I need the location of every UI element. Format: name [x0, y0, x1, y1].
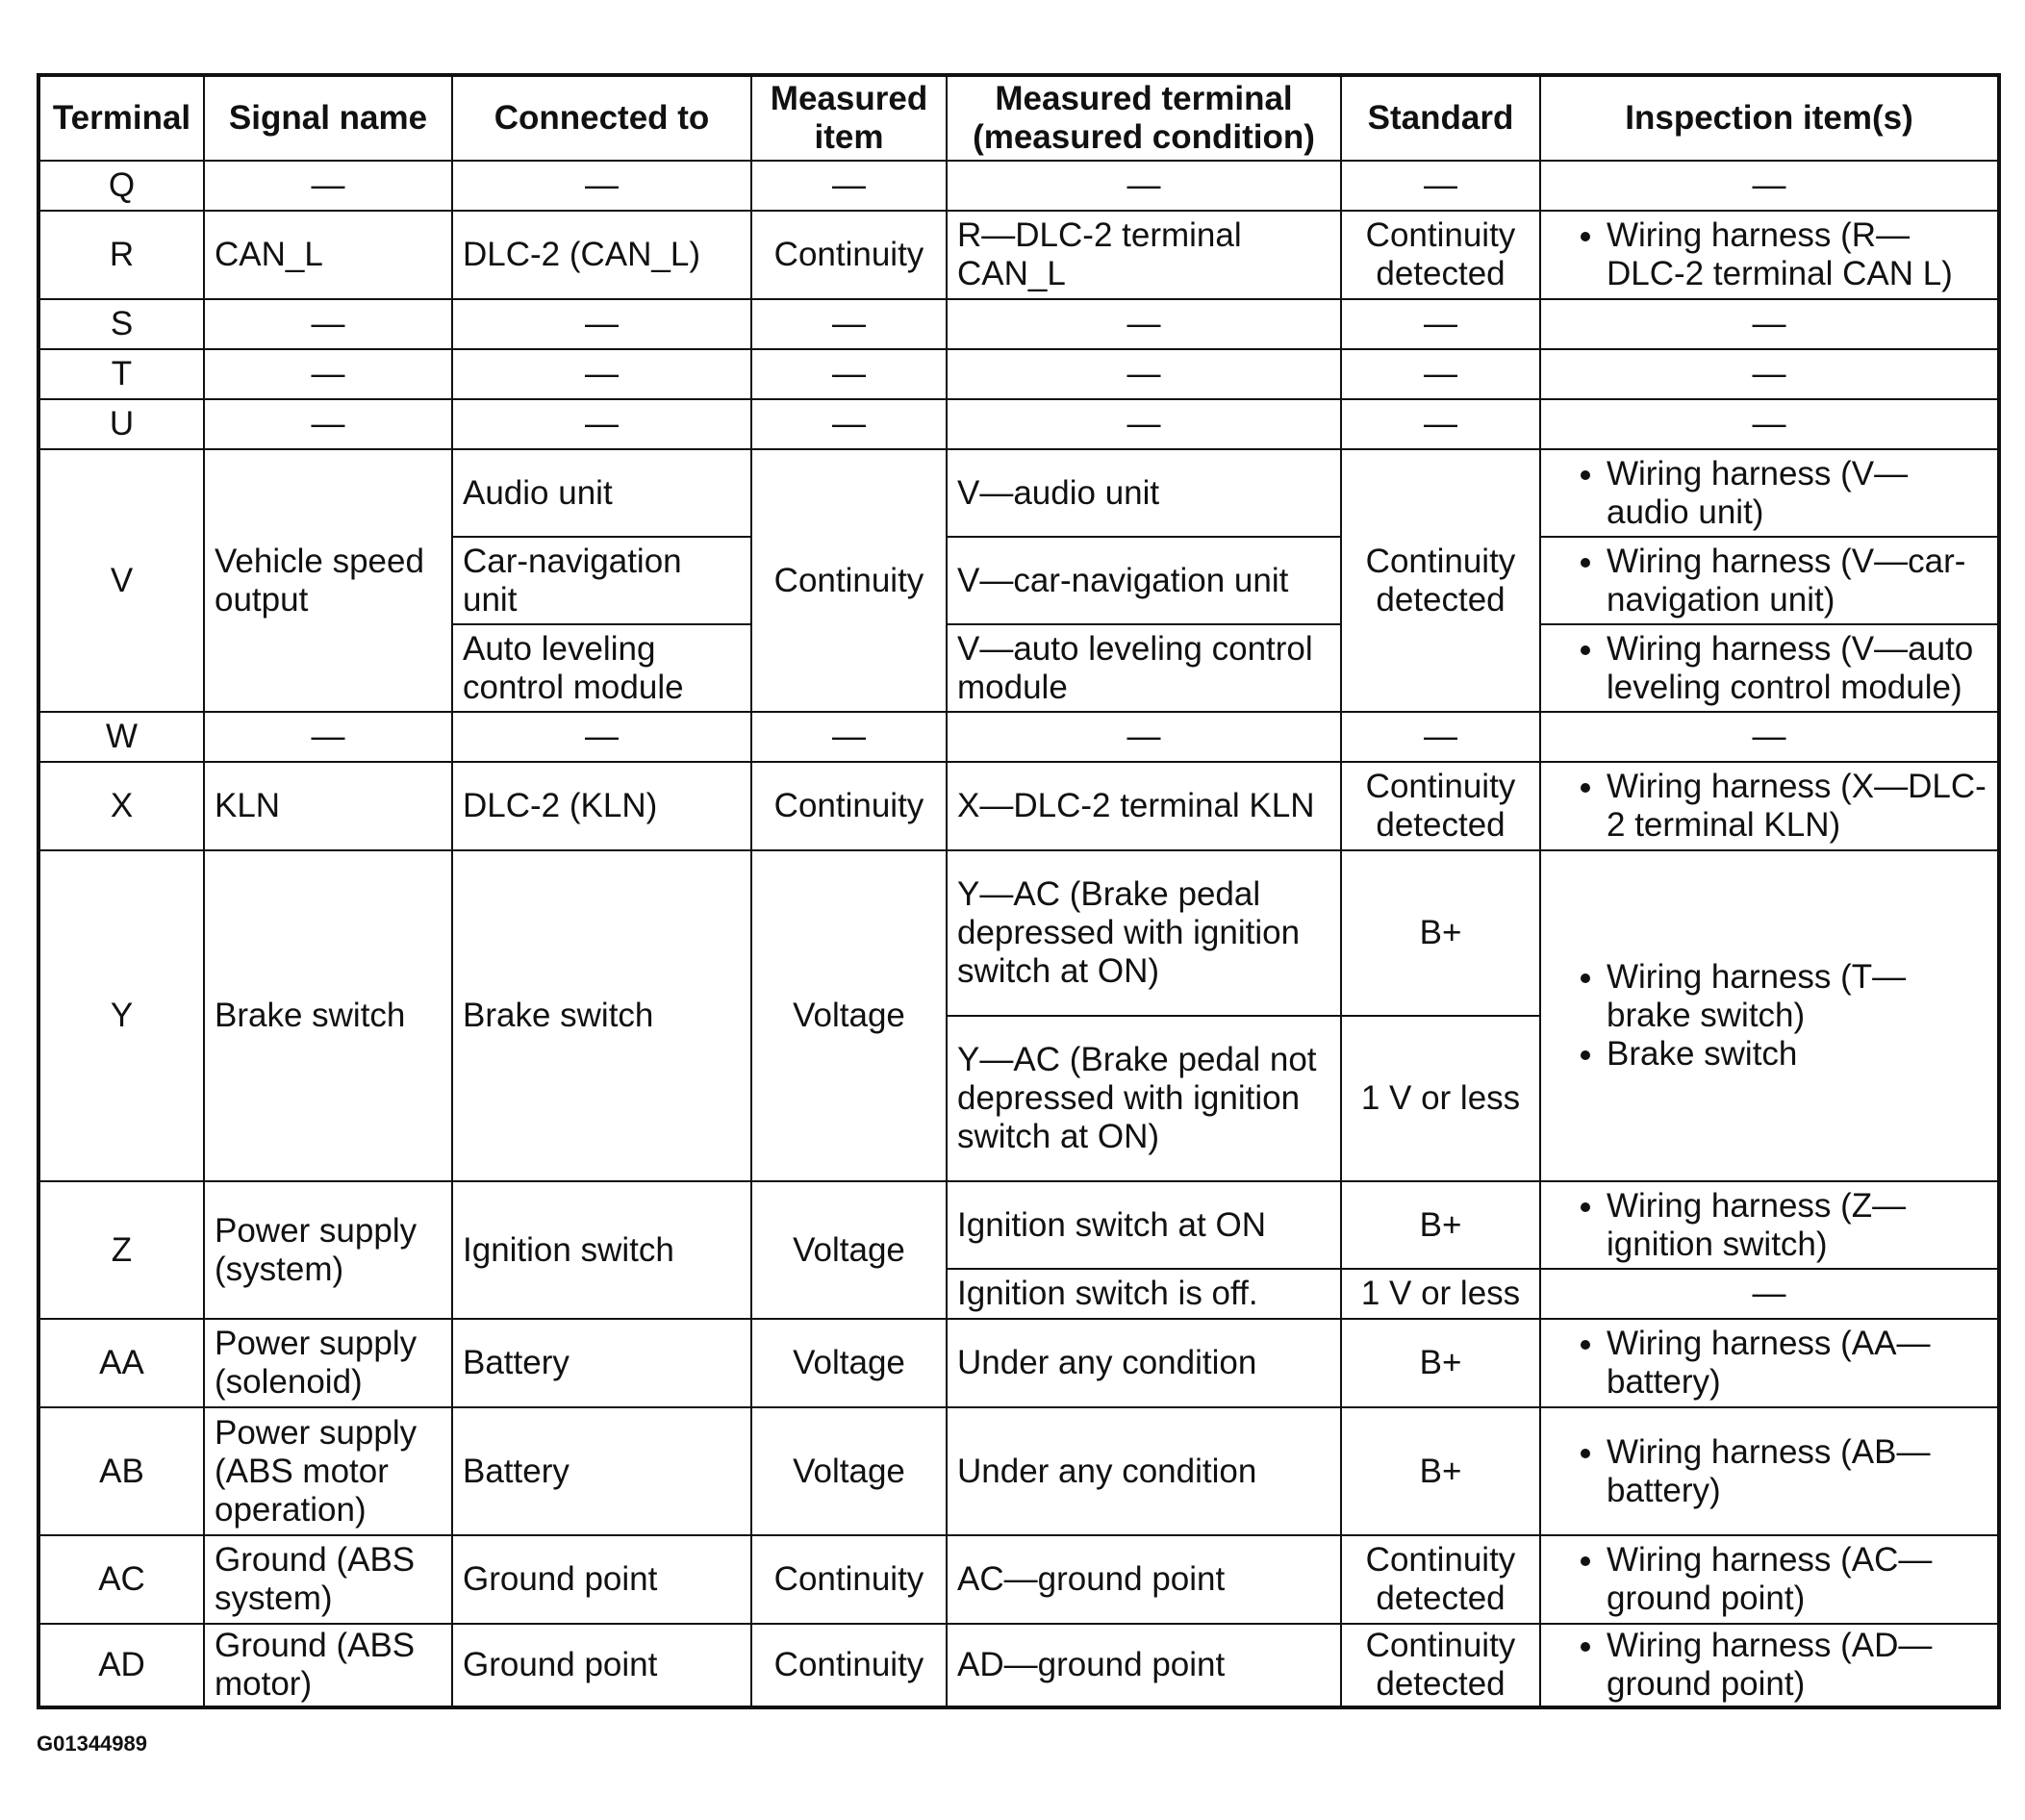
inspection-item: • Brake switch	[1607, 1035, 1987, 1074]
dash-cell: —	[452, 399, 751, 449]
table-row	[38, 399, 1999, 449]
measured-item-cell: Voltage	[751, 1407, 947, 1535]
terminal-inspection-table-container	[37, 73, 1997, 1709]
measured-item-cell: Continuity	[751, 449, 947, 712]
terminal-cell: Y	[38, 850, 204, 1181]
inspection-cell	[1540, 1535, 1999, 1624]
standard-cell: Continuity detected	[1341, 762, 1540, 850]
inspection-item: • Wiring harness (AC—ground point)	[1607, 1541, 1987, 1618]
dash-cell: —	[947, 299, 1341, 349]
table-row	[38, 850, 1999, 1016]
measured-item-cell: Continuity	[751, 762, 947, 850]
header-measured-terminal: Measured terminal (measured condition)	[947, 75, 1341, 161]
dash-cell: —	[452, 712, 751, 762]
standard-cell: B+	[1341, 1319, 1540, 1407]
dash-cell: —	[1341, 712, 1540, 762]
measured-terminal-cell: V—audio unit	[947, 449, 1341, 537]
inspection-cell	[1540, 1181, 1999, 1269]
dash-cell: —	[452, 349, 751, 399]
header-row	[38, 75, 1999, 161]
table-row	[38, 1181, 1999, 1269]
measured-terminal-cell: X—DLC-2 terminal KLN	[947, 762, 1341, 850]
signal-name-cell: CAN_L	[204, 211, 452, 299]
measured-terminal-cell: V—auto leveling control module	[947, 624, 1341, 712]
signal-name-cell: Brake switch	[204, 850, 452, 1181]
inspection-cell	[1540, 449, 1999, 537]
inspection-item: • Wiring harness (X—DLC-2 terminal KLN)	[1607, 768, 1987, 845]
dash-cell: —	[1540, 712, 1999, 762]
terminal-cell: W	[38, 712, 204, 762]
connected-to-cell: Auto leveling control module	[452, 624, 751, 712]
inspection-cell	[1540, 1319, 1999, 1407]
terminal-cell: X	[38, 762, 204, 850]
dash-cell: —	[1540, 1269, 1999, 1319]
table-row	[38, 712, 1999, 762]
measured-terminal-cell: Ignition switch at ON	[947, 1181, 1341, 1269]
dash-cell: —	[947, 712, 1341, 762]
measured-terminal-cell: AC—ground point	[947, 1535, 1341, 1624]
terminal-cell: T	[38, 349, 204, 399]
terminal-cell: U	[38, 399, 204, 449]
connected-to-cell: Ground point	[452, 1624, 751, 1707]
inspection-item: • Wiring harness (T—brake switch)	[1607, 958, 1987, 1035]
measured-item-cell: Continuity	[751, 211, 947, 299]
dash-cell: —	[751, 712, 947, 762]
figure-id: G01344989	[37, 1732, 147, 1756]
connected-to-cell: Audio unit	[452, 449, 751, 537]
dash-cell: —	[1540, 349, 1999, 399]
dash-cell: —	[452, 161, 751, 211]
measured-item-cell: Continuity	[751, 1624, 947, 1707]
connected-to-cell: Ignition switch	[452, 1181, 751, 1319]
terminal-cell: S	[38, 299, 204, 349]
standard-cell: Continuity detected	[1341, 1535, 1540, 1624]
signal-name-cell: Power supply (system)	[204, 1181, 452, 1319]
measured-terminal-cell: R—DLC-2 terminal CAN_L	[947, 211, 1341, 299]
standard-cell: Continuity detected	[1341, 211, 1540, 299]
standard-cell: 1 V or less	[1341, 1269, 1540, 1319]
table-row	[38, 349, 1999, 399]
inspection-cell	[1540, 211, 1999, 299]
standard-cell: Continuity detected	[1341, 449, 1540, 712]
inspection-item: • Wiring harness (V—auto leveling control module)	[1607, 630, 1987, 707]
signal-name-cell: Vehicle speed output	[204, 449, 452, 712]
inspection-item: • Wiring harness (AD—ground point)	[1607, 1627, 1987, 1704]
measured-terminal-cell: AD—ground point	[947, 1624, 1341, 1707]
measured-item-cell: Voltage	[751, 1319, 947, 1407]
inspection-cell	[1540, 537, 1999, 624]
signal-name-cell: KLN	[204, 762, 452, 850]
inspection-cell	[1540, 1624, 1999, 1707]
dash-cell: —	[1341, 349, 1540, 399]
dash-cell: —	[204, 349, 452, 399]
measured-terminal-cell: Under any condition	[947, 1319, 1341, 1407]
terminal-cell: AA	[38, 1319, 204, 1407]
table-row	[38, 1624, 1999, 1707]
dash-cell: —	[1540, 161, 1999, 211]
terminal-cell: AD	[38, 1624, 204, 1707]
connected-to-cell: Ground point	[452, 1535, 751, 1624]
terminal-cell: V	[38, 449, 204, 712]
signal-name-cell: Power supply (ABS motor operation)	[204, 1407, 452, 1535]
table-row	[38, 1319, 1999, 1407]
terminal-inspection-table	[37, 73, 2001, 1709]
dash-cell: —	[204, 299, 452, 349]
dash-cell: —	[204, 712, 452, 762]
dash-cell: —	[947, 399, 1341, 449]
signal-name-cell: Ground (ABS system)	[204, 1535, 452, 1624]
connected-to-cell: Battery	[452, 1407, 751, 1535]
connected-to-cell: DLC-2 (CAN_L)	[452, 211, 751, 299]
table-row	[38, 211, 1999, 299]
table-row	[38, 449, 1999, 537]
dash-cell: —	[1341, 161, 1540, 211]
dash-cell: —	[751, 299, 947, 349]
terminal-cell: R	[38, 211, 204, 299]
signal-name-cell: Power supply (solenoid)	[204, 1319, 452, 1407]
measured-terminal-cell: Ignition switch is off.	[947, 1269, 1341, 1319]
dash-cell: —	[751, 349, 947, 399]
inspection-item: • Wiring harness (R—DLC-2 terminal CAN L)	[1607, 216, 1987, 293]
connected-to-cell: Battery	[452, 1319, 751, 1407]
dash-cell: —	[1341, 299, 1540, 349]
header-standard: Standard	[1341, 75, 1540, 161]
dash-cell: —	[751, 161, 947, 211]
connected-to-cell: DLC-2 (KLN)	[452, 762, 751, 850]
standard-cell: 1 V or less	[1341, 1016, 1540, 1181]
header-signal-name: Signal name	[204, 75, 452, 161]
dash-cell: —	[452, 299, 751, 349]
measured-item-cell: Voltage	[751, 850, 947, 1181]
header-connected-to: Connected to	[452, 75, 751, 161]
inspection-item: • Wiring harness (AB—battery)	[1607, 1433, 1987, 1510]
standard-cell: Continuity detected	[1341, 1624, 1540, 1707]
inspection-cell	[1540, 762, 1999, 850]
header-inspection-items: Inspection item(s)	[1540, 75, 1999, 161]
measured-terminal-cell: Under any condition	[947, 1407, 1341, 1535]
header-terminal: Terminal	[38, 75, 204, 161]
terminal-cell: Q	[38, 161, 204, 211]
table-row	[38, 1535, 1999, 1624]
measured-item-cell: Continuity	[751, 1535, 947, 1624]
table-row	[38, 762, 1999, 850]
dash-cell: —	[204, 399, 452, 449]
measured-terminal-cell: V—car-navigation unit	[947, 537, 1341, 624]
inspection-cell	[1540, 624, 1999, 712]
standard-cell: B+	[1341, 1181, 1540, 1269]
terminal-cell: Z	[38, 1181, 204, 1319]
dash-cell: —	[1540, 299, 1999, 349]
inspection-item: • Wiring harness (V—car-navigation unit)	[1607, 543, 1987, 619]
dash-cell: —	[204, 161, 452, 211]
terminal-cell: AB	[38, 1407, 204, 1535]
measured-item-cell: Voltage	[751, 1181, 947, 1319]
header-measured-item: Measured item	[751, 75, 947, 161]
connected-to-cell: Brake switch	[452, 850, 751, 1181]
standard-cell: B+	[1341, 1407, 1540, 1535]
standard-cell: B+	[1341, 850, 1540, 1016]
inspection-cell	[1540, 850, 1999, 1181]
table-row	[38, 1407, 1999, 1535]
signal-name-cell: Ground (ABS motor)	[204, 1624, 452, 1707]
dash-cell: —	[947, 161, 1341, 211]
measured-terminal-cell: Y—AC (Brake pedal not depressed with ignition switch at ON)	[947, 1016, 1341, 1181]
terminal-cell: AC	[38, 1535, 204, 1624]
measured-terminal-cell: Y—AC (Brake pedal depressed with ignition switch at ON)	[947, 850, 1341, 1016]
inspection-item: • Wiring harness (Z—ignition switch)	[1607, 1187, 1987, 1264]
dash-cell: —	[947, 349, 1341, 399]
inspection-cell	[1540, 1407, 1999, 1535]
dash-cell: —	[751, 399, 947, 449]
dash-cell: —	[1540, 399, 1999, 449]
inspection-item: • Wiring harness (V—audio unit)	[1607, 455, 1987, 532]
inspection-item: • Wiring harness (AA—battery)	[1607, 1325, 1987, 1402]
connected-to-cell: Car-navigation unit	[452, 537, 751, 624]
table-row	[38, 299, 1999, 349]
dash-cell: —	[1341, 399, 1540, 449]
table-row	[38, 161, 1999, 211]
